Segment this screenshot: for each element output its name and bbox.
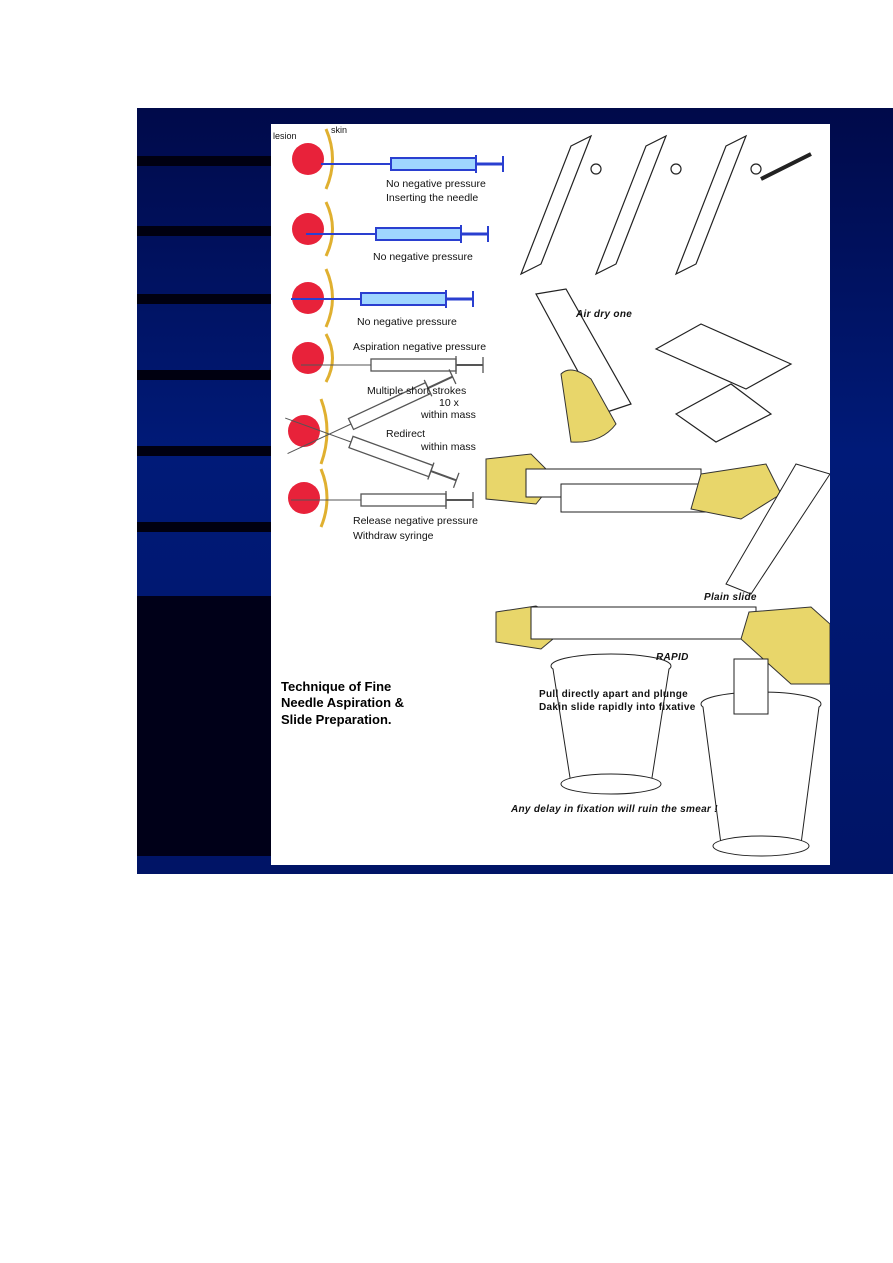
- plain-slide-label: Plain slide: [704, 592, 757, 603]
- slide-background: [137, 108, 893, 874]
- decorative-stripe: [137, 156, 277, 166]
- lesion-circle: [292, 342, 324, 374]
- fixation-jars: [496, 606, 830, 856]
- decorative-stripe: [137, 522, 277, 532]
- air-dry-label: Air dry one: [576, 309, 633, 320]
- decorative-stripe: [137, 226, 277, 236]
- pull-apart-sublabel: Dakin slide rapidly into fixative: [539, 702, 696, 713]
- skin-label: skin: [331, 125, 348, 135]
- step5-count: 10 x: [439, 397, 459, 409]
- pull-apart-label: Pull directly apart and plunge: [539, 689, 689, 700]
- step1-label: No negative pressure: [386, 178, 486, 190]
- glass-slides: [521, 136, 811, 274]
- illustration-panel: [271, 124, 830, 865]
- step-2: [292, 202, 488, 256]
- decorative-stripe: [137, 370, 277, 380]
- step6-label: Redirect: [386, 428, 426, 440]
- fna-illustration: [271, 124, 830, 865]
- step6-sublabel: within mass: [421, 441, 476, 453]
- step4-label: Aspiration negative pressure: [353, 341, 487, 353]
- decorative-stripe: [137, 294, 277, 304]
- step5-sublabel: within mass: [421, 409, 476, 421]
- lesion-circle: [288, 415, 320, 447]
- rapid-label: RAPID: [656, 652, 689, 663]
- step5-label: Multiple short strokes: [367, 385, 467, 397]
- cross-slides: [656, 324, 791, 442]
- step7-label: Release negative pressure: [353, 515, 478, 527]
- lesion-circle: [292, 143, 324, 175]
- delay-warning: Any delay in fixation will ruin the smear !: [511, 804, 718, 815]
- decorative-stripe: [137, 596, 277, 856]
- step1-sublabel: Inserting the needle: [386, 192, 479, 204]
- decorative-stripe: [137, 446, 277, 456]
- step7-sublabel: Withdraw syringe: [353, 530, 434, 542]
- lesion-circle: [292, 213, 324, 245]
- lesion-circle: [288, 482, 320, 514]
- figure-title: Technique of Fine Needle Aspiration & Slide Preparation.: [281, 679, 405, 727]
- lesion-label: lesion: [273, 131, 297, 141]
- hands-pulling-slides: [486, 454, 830, 594]
- step3-label: No negative pressure: [357, 316, 457, 328]
- step2-label: No negative pressure: [373, 251, 473, 263]
